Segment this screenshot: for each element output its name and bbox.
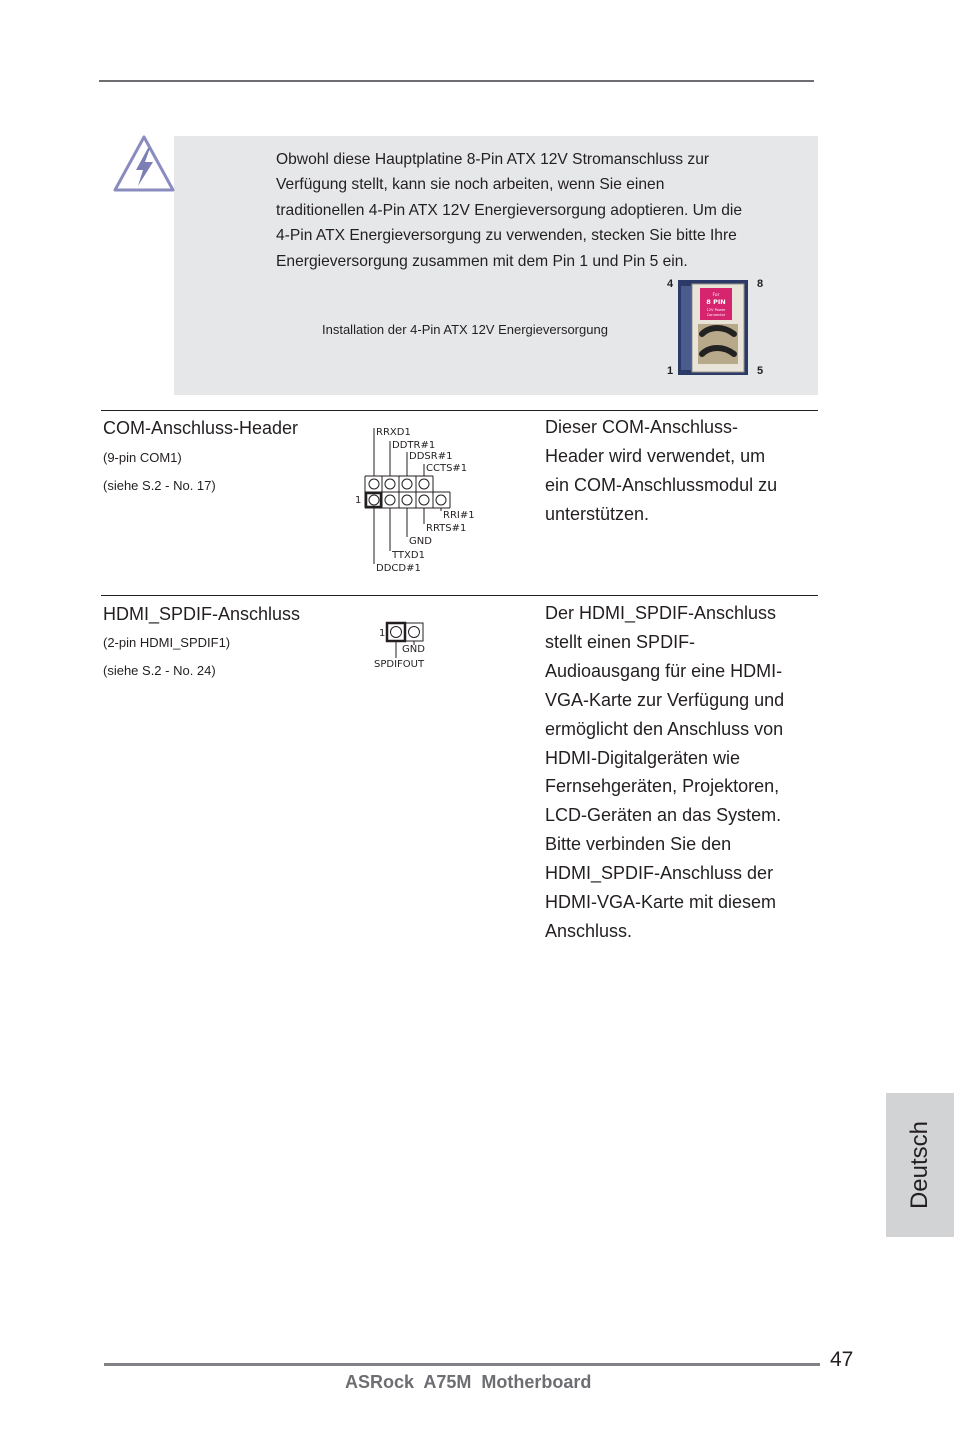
hdmi-spdif-reference: (siehe S.2 - No. 24) [103, 663, 216, 678]
language-tab-label: Deutsch [906, 1120, 933, 1210]
installation-caption: Installation der 4-Pin ATX 12V Energieversorgung [322, 322, 608, 337]
note-line: Verfügung stellt, kann sie noch arbeiten, wenn Sie einen [276, 176, 665, 194]
photo-label-for: For [712, 293, 720, 298]
language-tab [886, 1093, 954, 1237]
desc-line: ermöglicht den Anschluss von [545, 718, 784, 739]
note-line: Obwohl diese Hauptplatine 8-Pin ATX 12V Stromanschluss zur [276, 151, 710, 168]
pin-label-1: 1 [667, 365, 674, 377]
warning-lightning-icon [112, 134, 176, 194]
desc-line: Anschluss. [545, 920, 633, 941]
pin-label-ccts1: CCTS#1 [426, 463, 468, 474]
com-reference: (siehe S.2 - No. 17) [103, 478, 216, 493]
pin-label-spdifout: SPDIFOUT [374, 659, 425, 670]
desc-line: Der HDMI_SPDIF-Anschluss [545, 603, 777, 623]
hdmi-spdif-description [545, 599, 784, 946]
pin-label-gnd: GND [402, 644, 425, 655]
desc-line: Header wird verwendet, um [545, 445, 766, 466]
note-line: Energieversorgung zusammen mit dem Pin 1 und Pin 5 ein. [276, 252, 688, 270]
section-divider [101, 410, 818, 411]
desc-line: Bitte verbinden Sie den [545, 834, 732, 855]
pin-label-ddtr1: DDTR#1 [392, 440, 436, 451]
desc-line: Fernsehgeräten, Projektoren, [545, 776, 780, 797]
desc-line: VGA-Karte zur Verfügung und [545, 689, 785, 710]
section-divider [101, 595, 818, 596]
page-number: 47 [830, 1348, 854, 1371]
note-line: traditionellen 4-Pin ATX 12V Energieversorgung adoptieren. Um die [276, 201, 743, 219]
photo-label-12v: 12V Power [706, 308, 726, 312]
pin-label-rrxd1: RRXD1 [376, 427, 411, 438]
pin-one-marker: 1 [379, 628, 386, 639]
power-connector-photo [678, 280, 748, 375]
desc-line: LCD-Geräten an das System. [545, 805, 782, 826]
pin-label-dddcd1: DDCD#1 [376, 563, 421, 574]
footer-title: ASRock A75M Motherboard [345, 1372, 592, 1392]
photo-label-8pin: 8 PIN [706, 298, 726, 306]
com-title: COM-Anschluss-Header [103, 418, 299, 438]
pin-label-5: 5 [757, 365, 764, 377]
hdmi-spdif-pin-count: (2-pin HDMI_SPDIF1) [103, 635, 231, 650]
top-rule [99, 80, 814, 82]
hdmi-spdif-pinout-diagram [370, 620, 440, 672]
desc-line: ein COM-Anschlussmodul zu [545, 474, 778, 495]
footer-rule [104, 1363, 820, 1366]
photo-label-connector: Connector [706, 313, 726, 317]
desc-line: HDMI-Digitalgeräten wie [545, 747, 741, 768]
note-text [276, 147, 796, 274]
com-description [545, 413, 777, 529]
note-line: 4-Pin ATX Energieversorgung zu verwenden, stecken Sie bitte Ihre [276, 227, 737, 245]
desc-line: unterstützen. [545, 503, 650, 524]
pin-label-ddsr1: DDSR#1 [409, 451, 453, 462]
com-header-pinout-diagram [350, 420, 485, 575]
com-pin-count: (9-pin COM1) [103, 450, 182, 465]
pin-label-rri1: RRI#1 [443, 510, 475, 521]
desc-line: Dieser COM-Anschluss- [545, 417, 739, 437]
pin-label-ttxd1: TTXD1 [392, 550, 425, 561]
desc-line: HDMI_SPDIF-Anschluss der [545, 863, 774, 884]
desc-line: stellt einen SPDIF- [545, 631, 696, 652]
desc-line: Audioausgang für eine HDMI- [545, 660, 783, 681]
pin-label-gnd: GND [409, 536, 432, 547]
pin-one-marker: 1 [355, 495, 362, 506]
hdmi-spdif-title: HDMI_SPDIF-Anschluss [103, 604, 301, 624]
pin-label-8: 8 [757, 278, 764, 290]
pin-label-4: 4 [667, 278, 674, 290]
desc-line: HDMI-VGA-Karte mit diesem [545, 892, 777, 913]
pin-label-rrts1: RRTS#1 [426, 523, 467, 534]
